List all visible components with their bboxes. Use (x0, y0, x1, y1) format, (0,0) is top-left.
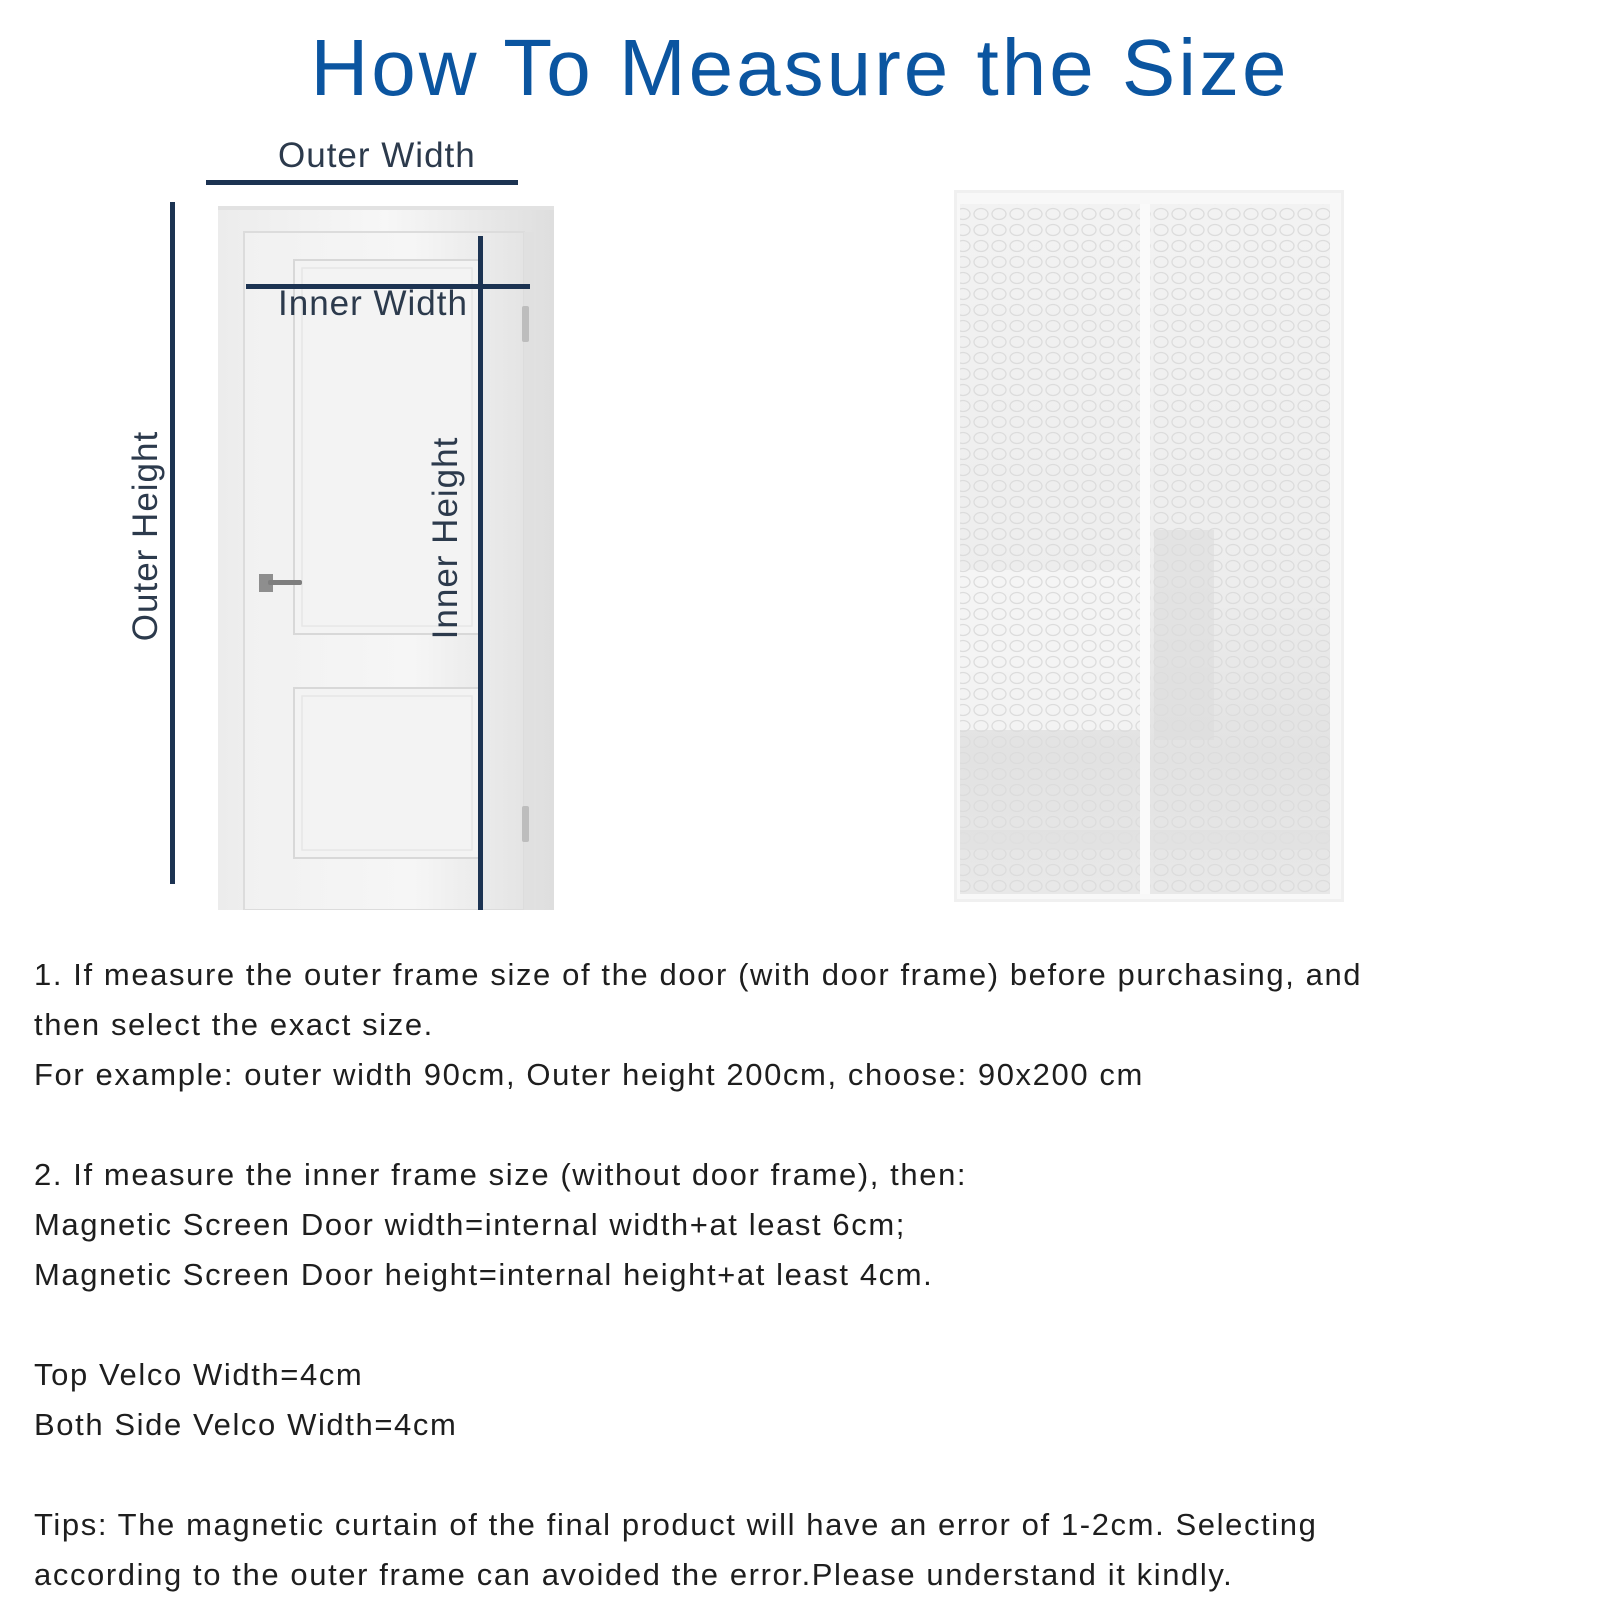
inner-height-label: Inner Height (426, 436, 465, 640)
magnetic-screen-door-illustration (954, 190, 1344, 902)
tips-line-2: according to the outer frame can avoided the error.Please understand it kindly. (34, 1557, 1234, 1592)
tips-line-1: Tips: The magnetic curtain of the final product will have an error of 1-2cm. Selecting (34, 1507, 1318, 1542)
step1-line-1: 1. If measure the outer frame size of the door (with door frame) before purchasing, and (34, 957, 1363, 992)
curtain-graphic (954, 190, 1344, 902)
instructions-step2 (34, 1150, 1574, 1300)
inner-width-label: Inner Width (278, 284, 468, 323)
step2-line-2: Magnetic Screen Door width=internal width+at least 6cm; (34, 1207, 907, 1242)
instructions-step1 (34, 950, 1574, 1100)
step1-example: For example: outer width 90cm, Outer height 200cm, choose: 90x200 cm (34, 1057, 1144, 1092)
outer-width-label: Outer Width (278, 136, 476, 175)
step2-line-1: 2. If measure the inner frame size (without door frame), then: (34, 1157, 968, 1192)
outer-height-label: Outer Height (126, 430, 165, 642)
step2-line-3: Magnetic Screen Door height=internal height+at least 4cm. (34, 1257, 934, 1292)
inner-height-line (478, 236, 483, 910)
outer-height-line (170, 202, 175, 884)
page-title: How To Measure the Size (310, 23, 1290, 112)
step1-line-2: then select the exact size. (34, 1007, 434, 1042)
velcro-side: Both Side Velco Width=4cm (34, 1407, 458, 1442)
outer-width-line (206, 180, 518, 185)
velcro-info (34, 1350, 1574, 1450)
tips (34, 1500, 1574, 1600)
velcro-top: Top Velco Width=4cm (34, 1357, 364, 1392)
